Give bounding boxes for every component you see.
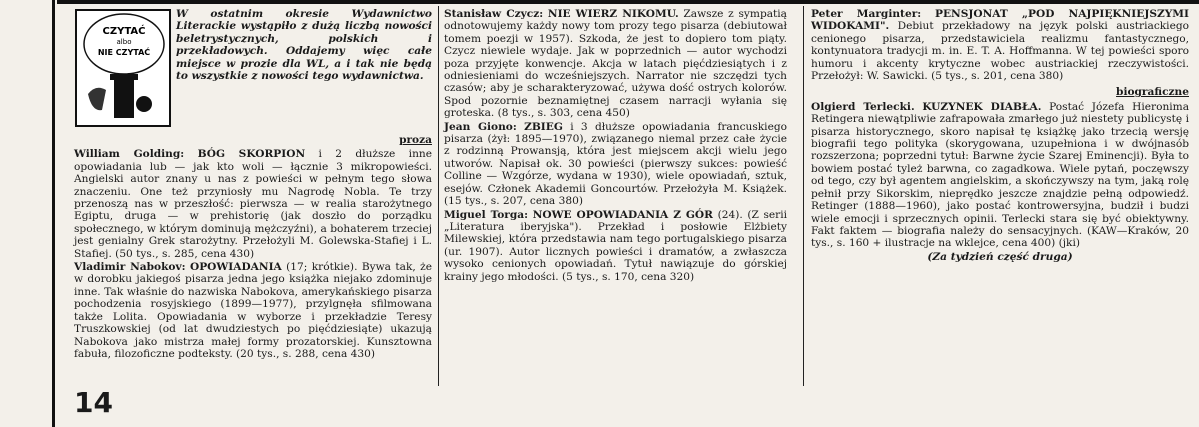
continuation-note: (Za tydzień część druga) — [927, 250, 1073, 263]
intro-paragraph: W ostatnim okresie Wydawnictwo Literackie wystąpiło z dużą liczbą nowości beletrystycznych, polskich i przekładowych. Oddajemy więc całe miejsce w prozie dla WL, a i tak nie będą to wszystkie z nowości tego wydawnictwa. — [176, 8, 432, 83]
section-heading-biograficzne: biograficzne — [1116, 86, 1189, 99]
section-heading-proza: proza — [399, 134, 432, 146]
column-2 — [444, 8, 787, 284]
review-entry: Stanisław Czycz: NIE WIERZ NIKOMU. Zawsze z sympatią odnotowujemy każdy nowy tom prozy tego pisarza (debiutował tomem poezji w 1957). Szkoda, że jest to dopiero tom piąty. Czycz niewiele wydaje. Jak w poprzednich — autor wychodzi poza przyjęte konwencje. Akcja w latach pięćdziesiątych i z odniesieniami do wcześniejszych. Narrator nie szczędzi tych czasów; aby je scharakteryzować, używa dość ostrych kolorów. Spod pozornie beznamiętnej czasem narracji wyłania się groteska. (8 tys., s. 303, cena 450) — [444, 8, 787, 120]
review-entry: Olgierd Terlecki. KUZYNEK DIABŁA. Postać Józefa Hieronima Retingera niewątpliwie zafrapowała zmarłego już niestety publicystę i pisarza historycznego, skoro napisał tę książkę jako trzecią wersję biografii tego polityka (skorygowana, uzupełniona i w dwójnasób rozszerzona; poprzedni tytuł: Barwne życie Szarej Eminencji). Była to bowiem postać tyleż barwna, co zagadkowa. Wiele pytań, poczęwszy od tego, czy był agentem angielskim, a skończywszy na tym, jaką rolę pełnił przy Sikorskim, nieprędko jeszcze znajdzie pełną odpowiedź. Retinger (1888—1960), jako postać kontrowersyjna, budził i budzi wiele emocji i sprzecznych opinii. Terlecki stara się być obiektywny. Fakt faktem — biografia należy do sensacyjnych. (KAW—Kraków, 20 tys., s. 160 + ilustracje na wklejce, cena 400) (jki) — [811, 100, 1190, 250]
column-1 — [74, 8, 432, 361]
review-entry: Peter Marginter: PENSJONAT „POD NAJPIĘKNIEJSZYMI WIDOKAMI". Debiut przekładowy na język polski austriackiego cenionego pisarza, przedstawiciela realizmu fantastycznego, kontynuatora tradycji m. in. E. T. A. Hoffmanna. W tej powieści sporo humoru i akcenty krytyczne wobec austriackiej rzeczywistości. Przełożył: W. Sawicki. (5 tys., s. 201, cena 380) — [811, 8, 1189, 83]
review-entry: Miguel Torga: NOWE OPOWIADANIA Z GÓR (24). (Z serii „Literatura iberyjska"). Przekład i posłowie Elżbiety Milewskiej, która przedstawia nam tego portugalskiego pisarza (ur. 1907). Autor licznych powieści i dramatów, a zwłaszcza wysoko cenionych opowiadań. Tytuł nawiązuje do górskiej krainy jego młodości. (5 tys., s. 170, cena 320) — [444, 208, 787, 283]
left-rule — [52, 0, 55, 427]
review-entry: Jean Giono: ZBIEG i 3 dłuższe opowiadania francuskiego pisarza (żył: 1895—1970), związanego niemal przez całe życie z rodzinną Prowansją, która jest miejscem akcji wielu jego utworów. Napisał ok. 30 powieści (pierwszy sukces: powieść Colline — Wzgórze, wydana w 1930), wiele opowiadań, sztuk, esejów. Członek Akademii Goncourtów. Przełożyła M. Książek. (15 tys., s. 207, cena 380) — [444, 120, 787, 208]
review-entry: William Golding: BÓG SKORPION i 2 dłuższe inne opowiadania lub — jak kto woli — łącznie 3 mikropowieści. Angielski autor znany u nas z powieści w pełnym tego słowa znaczeniu. One też przyniosły mu Nagrodę Nobla. Te trzy przenoszą nas w przeszłość: pierwsza — w realia starożytnego Egiptu, druga — w prehistorię (jak doszło do porządku społecznego, w którym dominują mężczyźni), a bohaterem trzeciej jest genialny Grek starożytny. Przełożyli M. Golewska-Stafiej i L. Stafiej. (50 tys., s. 285, cena 430) — [74, 148, 432, 260]
svg-text:albo: albo — [116, 38, 132, 46]
column-divider — [803, 6, 804, 386]
page-number: 14 — [74, 386, 113, 419]
svg-text:NIE CZYTAĆ: NIE CZYTAĆ — [97, 48, 151, 57]
review-entry: Vladimir Nabokov: OPOWIADANIA (17; krótkie). Bywa tak, że w dorobku jakiegoś pisarza jedna jego książka niejako zdominuje inne. Tak właśnie do nazwiska Nabokova, amerykańskiego pisarza pochodzenia rosyjskiego (1899—1977), przylgnęła sfilmowana także Lolita. Opowiadania w wyborze i przekładzie Teresy Truszkowskiej (od lat dwudziestych po pięćdziesiąte) ukazują Nabokova jako mistrza małej formy prozatorskiej. Kunsztowna fabuła, filozoficzne podteksty. (20 tys., s. 288, cena 430) — [74, 261, 432, 360]
svg-text:CZYTAĆ: CZYTAĆ — [102, 26, 146, 37]
czytac-albo-nie-czytac-logo — [74, 8, 172, 128]
column-3 — [811, 8, 1189, 264]
top-rule — [57, 0, 1199, 4]
column-divider — [438, 6, 439, 386]
